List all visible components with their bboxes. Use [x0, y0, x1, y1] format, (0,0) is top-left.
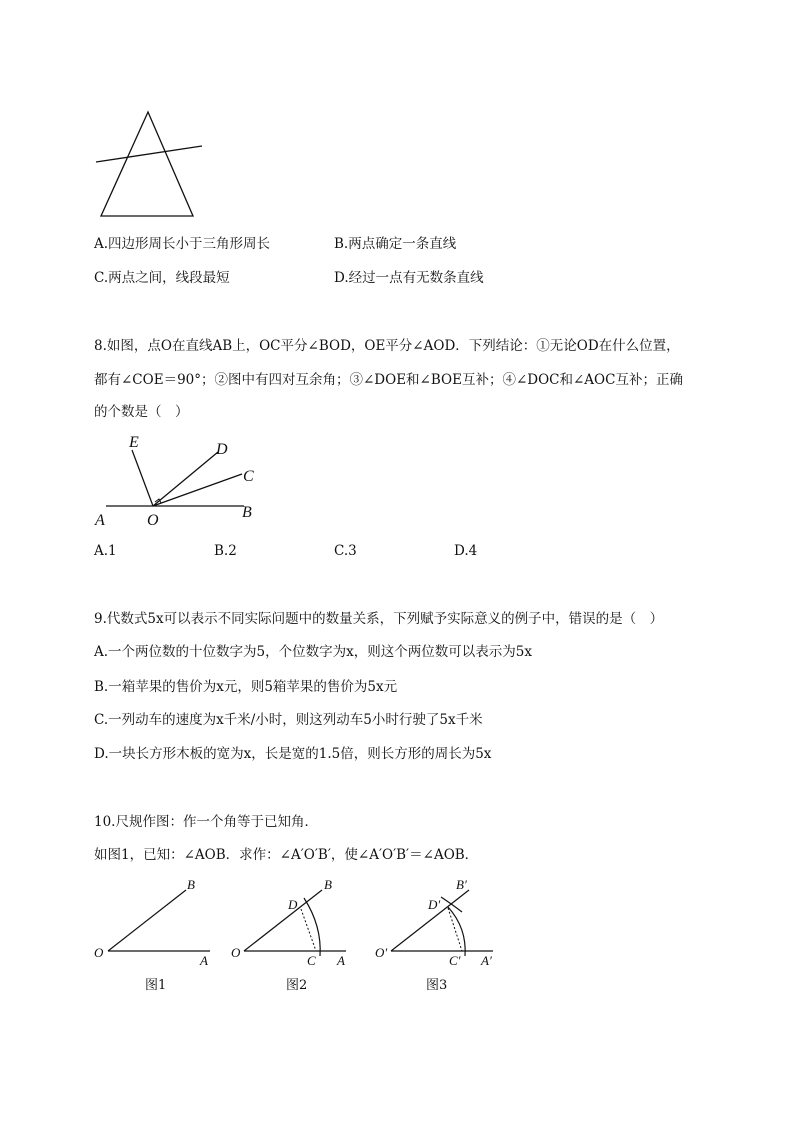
label-D: D: [216, 441, 228, 458]
q9-option-a: A.一个两位数的十位数字为5，个位数字为x，则这个两位数可以表示为5x: [94, 644, 532, 660]
q9-option-c: C.一列动车的速度为x千米/小时，则这列动车5小时行驶了5x千米: [94, 712, 483, 728]
q7-option-b: B.两点确定一条直线: [334, 236, 457, 252]
fig3-dashed-DC: [448, 908, 462, 951]
figure-1: [94, 877, 210, 968]
fig2-label-O: O: [231, 945, 241, 960]
q9-option-d: D.一块长方形木板的宽为x，长是宽的1.5倍，则长方形的周长为5x: [94, 746, 492, 762]
q8-option-c: C.3: [334, 543, 357, 559]
q8-stem-line2: 都有∠COE＝90°；②图中有四对互余角；③∠DOE和∠BOE互补；④∠DOC和∠AOC互补；正确: [94, 372, 683, 388]
fig3-label-D: D′: [428, 897, 441, 912]
q8-option-a: A.1: [94, 543, 117, 559]
q10-title: 10.尺规作图：作一个角等于已知角．: [94, 814, 318, 830]
q8-option-d: D.4: [454, 543, 478, 559]
fig1-label-O: O: [94, 945, 104, 960]
fig1-label-B: B: [187, 877, 195, 892]
fig3-label-O: O′: [375, 945, 388, 960]
figure-3: [375, 877, 493, 968]
q7-option-c: C.两点之间，线段最短: [94, 270, 230, 286]
q7-option-d: D.经过一点有无数条直线: [334, 270, 484, 286]
label-C: C: [243, 468, 254, 485]
fig3-label-A: A′: [481, 953, 492, 968]
figure-2: [231, 877, 346, 968]
fig3-caption: 图3: [426, 978, 448, 993]
q9-stem: 9.代数式5x可以表示不同实际问题中的数量关系，下列赋予实际意义的例子中，错误的是（ ）: [94, 611, 664, 627]
q10-given: 如图1，已知：∠AOB．求作：∠A′O′B′，使∠A′O′B′＝∠AOB．: [94, 847, 479, 863]
fig1-caption: 图1: [145, 978, 167, 993]
q8-stem-line1: 8.如图，点O在直线AB上，OC平分∠BOD，OE平分∠AOD．下列结论：①无论OD在什么位置，: [94, 338, 680, 354]
fig2-label-C: C: [307, 953, 316, 968]
q9-option-b: B.一箱苹果的售价为x元，则5箱苹果的售价为5x元: [94, 679, 398, 695]
q8-stem-line3: 的个数是（ ）: [94, 404, 189, 420]
fig1-label-A: A: [200, 953, 208, 968]
q7-option-a: A.四边形周长小于三角形周长: [94, 236, 271, 252]
fig3-arc: [448, 907, 465, 956]
fig3-label-B: B′: [456, 877, 467, 892]
label-O: O: [147, 512, 159, 529]
q8-option-b: B.2: [214, 543, 237, 559]
fig2-caption: 图2: [286, 978, 308, 993]
label-B: B: [242, 504, 252, 521]
fig2-label-D: D: [288, 897, 298, 912]
fig2-arc: [304, 898, 320, 956]
label-E: E: [129, 434, 139, 451]
fig3-label-C: C′: [449, 953, 461, 968]
fig2-label-A: A: [337, 953, 345, 968]
fig2-label-B: B: [324, 877, 332, 892]
label-A: A: [95, 512, 105, 529]
